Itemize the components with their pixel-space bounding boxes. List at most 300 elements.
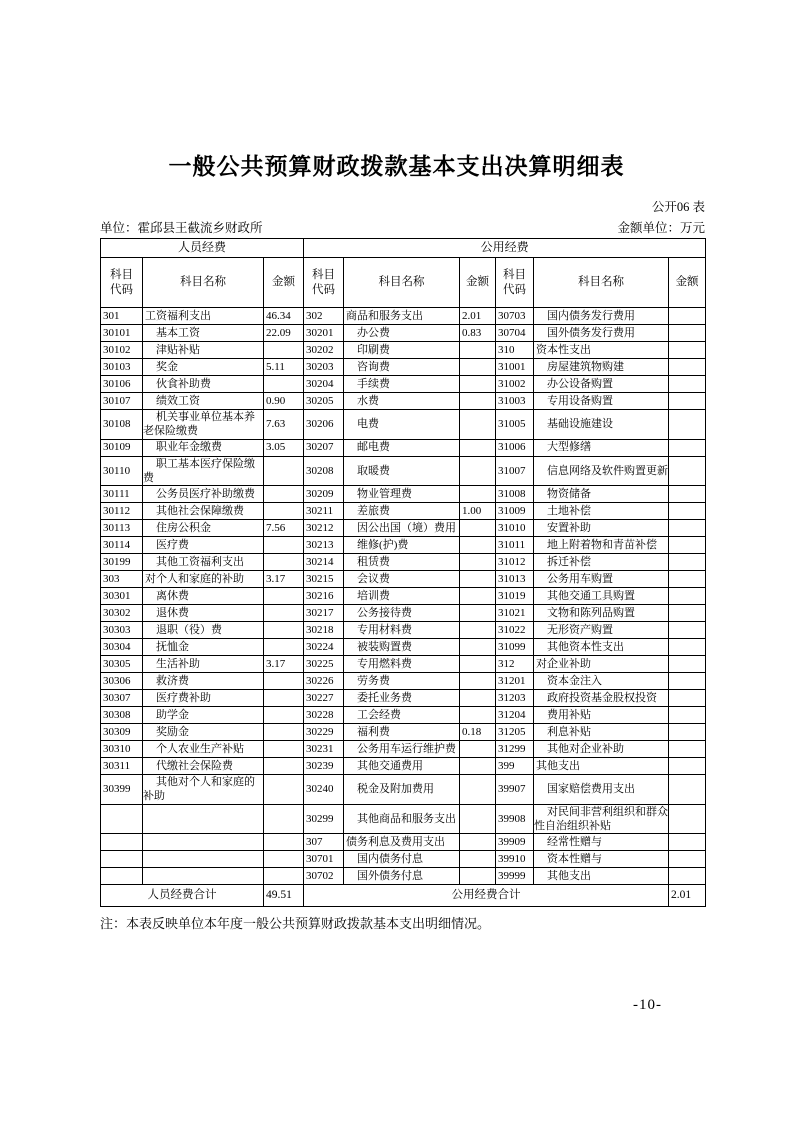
subject-name-cell: 对民间非营利组织和群众性自治组织补贴 bbox=[534, 805, 669, 833]
amount-cell: 7.56 bbox=[264, 520, 304, 537]
amount-cell bbox=[669, 503, 706, 520]
subject-code-cell: 310 bbox=[496, 342, 534, 359]
subject-name-cell: 离休费 bbox=[143, 588, 264, 605]
col-header-code-2: 科目代码 bbox=[304, 258, 344, 308]
amount-cell bbox=[669, 308, 706, 325]
subject-code-cell: 30206 bbox=[304, 410, 344, 440]
amount-cell bbox=[669, 656, 706, 673]
table-row bbox=[101, 325, 706, 342]
amount-cell: 46.34 bbox=[264, 308, 304, 325]
subject-name-cell: 抚恤金 bbox=[143, 639, 264, 656]
amount-cell bbox=[460, 393, 496, 410]
subject-code-cell: 30310 bbox=[101, 741, 143, 758]
amount-cell bbox=[264, 690, 304, 707]
amount-cell bbox=[460, 605, 496, 622]
amount-cell bbox=[460, 868, 496, 885]
subject-name-cell: 对企业补助 bbox=[534, 656, 669, 673]
subject-code-cell: 30102 bbox=[101, 342, 143, 359]
col-header-amount-3: 金额 bbox=[669, 258, 706, 308]
amount-cell: 0.90 bbox=[264, 393, 304, 410]
subject-code-cell bbox=[101, 804, 143, 834]
col-header-amount-1: 金额 bbox=[264, 258, 304, 308]
amount-cell bbox=[669, 554, 706, 571]
subject-code-cell: 31001 bbox=[496, 359, 534, 376]
subject-name-cell: 机关事业单位基本养老保险缴费 bbox=[143, 410, 264, 440]
subject-code-cell: 30303 bbox=[101, 622, 143, 639]
subject-name-cell: 福利费 bbox=[344, 724, 460, 741]
amount-cell bbox=[264, 673, 304, 690]
subject-code-cell: 31008 bbox=[496, 486, 534, 503]
subject-code-cell bbox=[101, 851, 143, 868]
subject-code-cell: 31021 bbox=[496, 605, 534, 622]
subject-name-cell: 津贴补贴 bbox=[143, 342, 264, 359]
amount-cell bbox=[460, 834, 496, 851]
amount-cell bbox=[460, 622, 496, 639]
subject-code-cell: 30231 bbox=[304, 741, 344, 758]
subject-name-cell: 会议费 bbox=[344, 571, 460, 588]
subject-name-cell: 劳务费 bbox=[344, 673, 460, 690]
amount-cell: 5.11 bbox=[264, 359, 304, 376]
amount-cell: 1.00 bbox=[460, 503, 496, 520]
amount-cell bbox=[460, 486, 496, 503]
subject-code-cell: 30114 bbox=[101, 537, 143, 554]
subject-code-cell: 30110 bbox=[101, 456, 143, 486]
form-number: 公开06 表 bbox=[651, 200, 705, 214]
subject-name-cell: 公务用车购置 bbox=[534, 571, 669, 588]
page-number: -10- bbox=[633, 997, 662, 1013]
subject-code-cell: 30213 bbox=[304, 537, 344, 554]
subject-code-cell: 30311 bbox=[101, 758, 143, 775]
amount-cell bbox=[264, 804, 304, 834]
amount-cell bbox=[669, 537, 706, 554]
subject-code-cell: 30113 bbox=[101, 520, 143, 537]
subject-code-cell: 31002 bbox=[496, 376, 534, 393]
subject-name-cell: 大型修缮 bbox=[534, 439, 669, 456]
table-row bbox=[101, 486, 706, 503]
col-header-code-3: 科目代码 bbox=[496, 258, 534, 308]
amount-cell bbox=[264, 537, 304, 554]
subject-code-cell: 30218 bbox=[304, 622, 344, 639]
subject-code-cell: 31007 bbox=[496, 456, 534, 486]
subject-code-cell: 30305 bbox=[101, 656, 143, 673]
subject-name-cell: 奖励金 bbox=[143, 724, 264, 741]
subject-code-cell: 30301 bbox=[101, 588, 143, 605]
subject-code-cell: 30201 bbox=[304, 325, 344, 342]
amount-cell bbox=[264, 456, 304, 486]
subject-code-cell: 30203 bbox=[304, 359, 344, 376]
table-row bbox=[101, 520, 706, 537]
budget-table bbox=[100, 238, 706, 907]
subject-name-cell: 利息补贴 bbox=[534, 724, 669, 741]
amount-cell bbox=[669, 851, 706, 868]
subject-name-cell: 差旅费 bbox=[344, 503, 460, 520]
table-row bbox=[101, 673, 706, 690]
amount-cell bbox=[460, 707, 496, 724]
col-header-code-1: 科目代码 bbox=[101, 258, 143, 308]
table-row bbox=[101, 537, 706, 554]
subject-code-cell bbox=[101, 834, 143, 851]
subject-name-cell: 物业管理费 bbox=[344, 486, 460, 503]
public-total-label: 公用经费合计 bbox=[304, 885, 669, 907]
subject-name-cell: 土地补偿 bbox=[534, 503, 669, 520]
amount-cell: 2.01 bbox=[460, 308, 496, 325]
subject-code-cell: 30306 bbox=[101, 673, 143, 690]
subject-code-cell: 30217 bbox=[304, 605, 344, 622]
subject-code-cell: 30307 bbox=[101, 690, 143, 707]
table-row bbox=[101, 707, 706, 724]
subject-name-cell: 其他社会保障缴费 bbox=[143, 503, 264, 520]
amount-cell bbox=[264, 775, 304, 805]
table-row bbox=[101, 308, 706, 325]
subject-code-cell: 31011 bbox=[496, 537, 534, 554]
public-total-value: 2.01 bbox=[669, 885, 706, 907]
subject-code-cell: 30224 bbox=[304, 639, 344, 656]
subject-name-cell: 其他工资福利支出 bbox=[143, 554, 264, 571]
subject-code-cell: 39908 bbox=[496, 804, 534, 834]
subject-name-cell: 资本性支出 bbox=[534, 342, 669, 359]
col-header-name-3: 科目名称 bbox=[534, 258, 669, 308]
subject-code-cell: 30304 bbox=[101, 639, 143, 656]
subject-code-cell: 39907 bbox=[496, 775, 534, 805]
amount-cell bbox=[460, 775, 496, 805]
subject-code-cell: 39999 bbox=[496, 868, 534, 885]
subject-code-cell: 30240 bbox=[304, 775, 344, 805]
subject-code-cell: 31019 bbox=[496, 588, 534, 605]
subject-name-cell: 工会经费 bbox=[344, 707, 460, 724]
amount-cell bbox=[264, 486, 304, 503]
subject-name-cell: 住房公积金 bbox=[143, 520, 264, 537]
subject-code-cell: 30229 bbox=[304, 724, 344, 741]
subject-name-cell: 基础设施建设 bbox=[534, 410, 669, 440]
subject-code-cell: 30228 bbox=[304, 707, 344, 724]
subject-code-cell: 30107 bbox=[101, 393, 143, 410]
subject-code-cell: 30207 bbox=[304, 439, 344, 456]
amount-cell bbox=[669, 741, 706, 758]
subject-name-cell: 信息网络及软件购置更新 bbox=[534, 456, 669, 486]
amount-cell: 22.09 bbox=[264, 325, 304, 342]
amount-cell bbox=[264, 834, 304, 851]
subject-code-cell: 30308 bbox=[101, 707, 143, 724]
subject-name-cell: 邮电费 bbox=[344, 439, 460, 456]
subject-name-cell: 工资福利支出 bbox=[143, 308, 264, 325]
subject-name-cell: 办公费 bbox=[344, 325, 460, 342]
subject-name-cell: 伙食补助费 bbox=[143, 376, 264, 393]
table-row bbox=[101, 758, 706, 775]
amount-cell bbox=[669, 639, 706, 656]
subject-code-cell: 30703 bbox=[496, 308, 534, 325]
table-row bbox=[101, 656, 706, 673]
subject-name-cell: 国外债务付息 bbox=[344, 868, 460, 885]
footnote: 注：本表反映单位本年度一般公共预算财政拨款基本支出明细情况。 bbox=[100, 916, 491, 932]
amount-cell bbox=[264, 503, 304, 520]
subject-code-cell: 301 bbox=[101, 308, 143, 325]
amount-cell bbox=[669, 834, 706, 851]
subject-code-cell: 30101 bbox=[101, 325, 143, 342]
amount-cell: 3.17 bbox=[264, 656, 304, 673]
subject-name-cell: 专用燃料费 bbox=[344, 656, 460, 673]
amount-cell bbox=[264, 758, 304, 775]
unit-name: 单位：霍邱县王截流乡财政所 bbox=[100, 221, 263, 235]
subject-code-cell: 399 bbox=[496, 758, 534, 775]
amount-cell bbox=[669, 758, 706, 775]
table-row bbox=[101, 834, 706, 851]
amount-cell bbox=[264, 724, 304, 741]
subject-code-cell: 30702 bbox=[304, 868, 344, 885]
subject-name-cell: 委托业务费 bbox=[344, 690, 460, 707]
amount-cell: 3.17 bbox=[264, 571, 304, 588]
amount-cell bbox=[669, 588, 706, 605]
subject-name-cell: 维修(护)费 bbox=[344, 537, 460, 554]
subject-code-cell: 39909 bbox=[496, 834, 534, 851]
personnel-total-label: 人员经费合计 bbox=[101, 885, 264, 907]
page-title: 一般公共预算财政拨款基本支出决算明细表 bbox=[168, 154, 625, 180]
subject-name-cell: 医疗费 bbox=[143, 537, 264, 554]
amount-cell bbox=[669, 439, 706, 456]
amount-cell bbox=[460, 410, 496, 440]
subject-code-cell: 30199 bbox=[101, 554, 143, 571]
totals-row bbox=[101, 885, 706, 907]
subject-code-cell: 30209 bbox=[304, 486, 344, 503]
table-row bbox=[101, 605, 706, 622]
subject-code-cell: 31009 bbox=[496, 503, 534, 520]
subject-name-cell: 对个人和家庭的补助 bbox=[143, 571, 264, 588]
subject-name-cell: 资本金注入 bbox=[534, 673, 669, 690]
amount-cell bbox=[460, 656, 496, 673]
subject-name-cell: 费用补贴 bbox=[534, 707, 669, 724]
subject-code-cell: 30704 bbox=[496, 325, 534, 342]
subject-name-cell: 国内债务付息 bbox=[344, 851, 460, 868]
amount-cell bbox=[460, 342, 496, 359]
subject-code-cell: 30202 bbox=[304, 342, 344, 359]
amount-cell bbox=[669, 690, 706, 707]
amount-cell bbox=[460, 376, 496, 393]
subject-code-cell: 30701 bbox=[304, 851, 344, 868]
amount-cell bbox=[669, 486, 706, 503]
amount-cell bbox=[460, 439, 496, 456]
table-row bbox=[101, 410, 706, 440]
subject-name-cell: 安置补助 bbox=[534, 520, 669, 537]
subject-name-cell: 公务用车运行维护费 bbox=[344, 741, 460, 758]
amount-cell bbox=[264, 851, 304, 868]
subject-code-cell: 30309 bbox=[101, 724, 143, 741]
subject-name-cell: 咨询费 bbox=[344, 359, 460, 376]
amount-cell bbox=[264, 639, 304, 656]
subject-name-cell bbox=[143, 804, 264, 834]
amount-cell bbox=[669, 775, 706, 805]
subject-code-cell: 30103 bbox=[101, 359, 143, 376]
amount-cell bbox=[460, 520, 496, 537]
subject-code-cell: 30112 bbox=[101, 503, 143, 520]
table-row bbox=[101, 503, 706, 520]
subject-name-cell: 其他支出 bbox=[534, 868, 669, 885]
subject-name-cell: 取暖费 bbox=[344, 456, 460, 486]
subject-name-cell: 退休费 bbox=[143, 605, 264, 622]
table-row bbox=[101, 376, 706, 393]
subject-name-cell: 奖金 bbox=[143, 359, 264, 376]
subject-name-cell: 公务员医疗补助缴费 bbox=[143, 486, 264, 503]
subject-name-cell: 个人农业生产补贴 bbox=[143, 741, 264, 758]
amount-cell bbox=[460, 690, 496, 707]
subject-name-cell: 助学金 bbox=[143, 707, 264, 724]
subject-code-cell: 31013 bbox=[496, 571, 534, 588]
col-header-name-1: 科目名称 bbox=[143, 258, 264, 308]
subject-code-cell: 30239 bbox=[304, 758, 344, 775]
subject-name-cell: 基本工资 bbox=[143, 325, 264, 342]
column-header-row bbox=[101, 258, 706, 308]
amount-cell: 0.18 bbox=[460, 724, 496, 741]
subject-name-cell: 其他对企业补助 bbox=[534, 741, 669, 758]
subject-name-cell: 其他交通工具购置 bbox=[534, 588, 669, 605]
subject-name-cell: 物资储备 bbox=[534, 486, 669, 503]
table-row bbox=[101, 393, 706, 410]
subject-name-cell: 培训费 bbox=[344, 588, 460, 605]
subject-name-cell: 房屋建筑物购建 bbox=[534, 359, 669, 376]
subject-code-cell: 30227 bbox=[304, 690, 344, 707]
amount-cell bbox=[460, 639, 496, 656]
table-row bbox=[101, 724, 706, 741]
section-header-row bbox=[101, 239, 706, 258]
table-row bbox=[101, 571, 706, 588]
subject-name-cell: 办公设备购置 bbox=[534, 376, 669, 393]
amount-cell: 7.63 bbox=[264, 410, 304, 440]
table-row bbox=[101, 588, 706, 605]
amount-cell bbox=[669, 520, 706, 537]
amount-cell bbox=[669, 724, 706, 741]
amount-cell bbox=[264, 707, 304, 724]
subject-name-cell: 其他对个人和家庭的补助 bbox=[143, 775, 264, 805]
subject-name-cell: 租赁费 bbox=[344, 554, 460, 571]
subject-code-cell: 30204 bbox=[304, 376, 344, 393]
subject-name-cell: 专用材料费 bbox=[344, 622, 460, 639]
subject-name-cell: 绩效工资 bbox=[143, 393, 264, 410]
subject-name-cell: 国家赔偿费用支出 bbox=[534, 775, 669, 805]
subject-name-cell bbox=[143, 868, 264, 885]
col-header-amount-2: 金额 bbox=[460, 258, 496, 308]
amount-cell bbox=[669, 410, 706, 440]
subject-name-cell: 水费 bbox=[344, 393, 460, 410]
col-header-name-2: 科目名称 bbox=[344, 258, 460, 308]
table-row bbox=[101, 868, 706, 885]
subject-code-cell: 30299 bbox=[304, 804, 344, 834]
section-header-public: 公用经费 bbox=[304, 239, 706, 258]
subject-code-cell: 31022 bbox=[496, 622, 534, 639]
table-row bbox=[101, 359, 706, 376]
amount-cell bbox=[264, 376, 304, 393]
table-row bbox=[101, 554, 706, 571]
subject-name-cell: 政府投资基金股权投资 bbox=[534, 690, 669, 707]
amount-cell bbox=[460, 851, 496, 868]
amount-cell bbox=[460, 588, 496, 605]
personnel-total-value: 49.51 bbox=[264, 885, 304, 907]
amount-cell bbox=[669, 393, 706, 410]
subject-code-cell: 30214 bbox=[304, 554, 344, 571]
amount-cell bbox=[669, 673, 706, 690]
subject-name-cell: 其他支出 bbox=[534, 758, 669, 775]
subject-name-cell: 退职（役）费 bbox=[143, 622, 264, 639]
amount-cell bbox=[669, 325, 706, 342]
subject-code-cell: 30108 bbox=[101, 410, 143, 440]
subject-code-cell: 30226 bbox=[304, 673, 344, 690]
subject-code-cell: 30205 bbox=[304, 393, 344, 410]
amount-cell bbox=[460, 537, 496, 554]
subject-name-cell: 救济费 bbox=[143, 673, 264, 690]
subject-name-cell: 生活补助 bbox=[143, 656, 264, 673]
table-row bbox=[101, 342, 706, 359]
amount-cell bbox=[460, 456, 496, 486]
amount-cell bbox=[669, 868, 706, 885]
subject-name-cell: 公务接待费 bbox=[344, 605, 460, 622]
subject-code-cell: 31205 bbox=[496, 724, 534, 741]
subject-code-cell: 302 bbox=[304, 308, 344, 325]
amount-cell bbox=[264, 622, 304, 639]
subject-code-cell: 30302 bbox=[101, 605, 143, 622]
amount-cell bbox=[264, 554, 304, 571]
amount-cell bbox=[460, 571, 496, 588]
subject-code-cell: 30208 bbox=[304, 456, 344, 486]
table-row bbox=[101, 851, 706, 868]
subject-code-cell: 30399 bbox=[101, 775, 143, 805]
table-row bbox=[101, 456, 706, 486]
subject-name-cell: 债务利息及费用支出 bbox=[344, 834, 460, 851]
subject-code-cell: 31201 bbox=[496, 673, 534, 690]
subject-code-cell bbox=[101, 868, 143, 885]
subject-name-cell bbox=[143, 851, 264, 868]
amount-cell bbox=[264, 588, 304, 605]
table-row bbox=[101, 622, 706, 639]
subject-name-cell: 印刷费 bbox=[344, 342, 460, 359]
table-body bbox=[101, 308, 706, 885]
amount-cell bbox=[460, 741, 496, 758]
subject-name-cell: 无形资产购置 bbox=[534, 622, 669, 639]
amount-cell bbox=[460, 758, 496, 775]
subject-code-cell: 31204 bbox=[496, 707, 534, 724]
subject-name-cell: 国外债务发行费用 bbox=[534, 325, 669, 342]
amount-cell bbox=[669, 342, 706, 359]
table-row bbox=[101, 804, 706, 834]
subject-code-cell: 31003 bbox=[496, 393, 534, 410]
subject-name-cell: 地上附着物和青苗补偿 bbox=[534, 537, 669, 554]
subject-code-cell: 30216 bbox=[304, 588, 344, 605]
subject-name-cell: 商品和服务支出 bbox=[344, 308, 460, 325]
amount-cell bbox=[460, 673, 496, 690]
subject-code-cell: 31203 bbox=[496, 690, 534, 707]
subject-code-cell: 30109 bbox=[101, 439, 143, 456]
subject-name-cell: 专用设备购置 bbox=[534, 393, 669, 410]
table-row bbox=[101, 741, 706, 758]
section-header-personnel: 人员经费 bbox=[101, 239, 304, 258]
table-row bbox=[101, 775, 706, 805]
amount-cell bbox=[669, 605, 706, 622]
subject-name-cell: 资本性赠与 bbox=[534, 851, 669, 868]
subject-name-cell: 手续费 bbox=[344, 376, 460, 393]
amount-cell bbox=[669, 359, 706, 376]
subject-code-cell: 39910 bbox=[496, 851, 534, 868]
amount-cell bbox=[669, 707, 706, 724]
subject-code-cell: 31006 bbox=[496, 439, 534, 456]
table-row bbox=[101, 439, 706, 456]
subject-name-cell: 医疗费补助 bbox=[143, 690, 264, 707]
subject-code-cell: 31010 bbox=[496, 520, 534, 537]
subject-code-cell: 30212 bbox=[304, 520, 344, 537]
subject-code-cell: 31299 bbox=[496, 741, 534, 758]
amount-cell bbox=[669, 804, 706, 834]
subject-name-cell: 被装购置费 bbox=[344, 639, 460, 656]
subject-code-cell: 312 bbox=[496, 656, 534, 673]
subject-name-cell: 职工基本医疗保险缴费 bbox=[143, 456, 264, 486]
amount-cell bbox=[460, 804, 496, 834]
amount-cell: 0.83 bbox=[460, 325, 496, 342]
subject-code-cell: 30215 bbox=[304, 571, 344, 588]
